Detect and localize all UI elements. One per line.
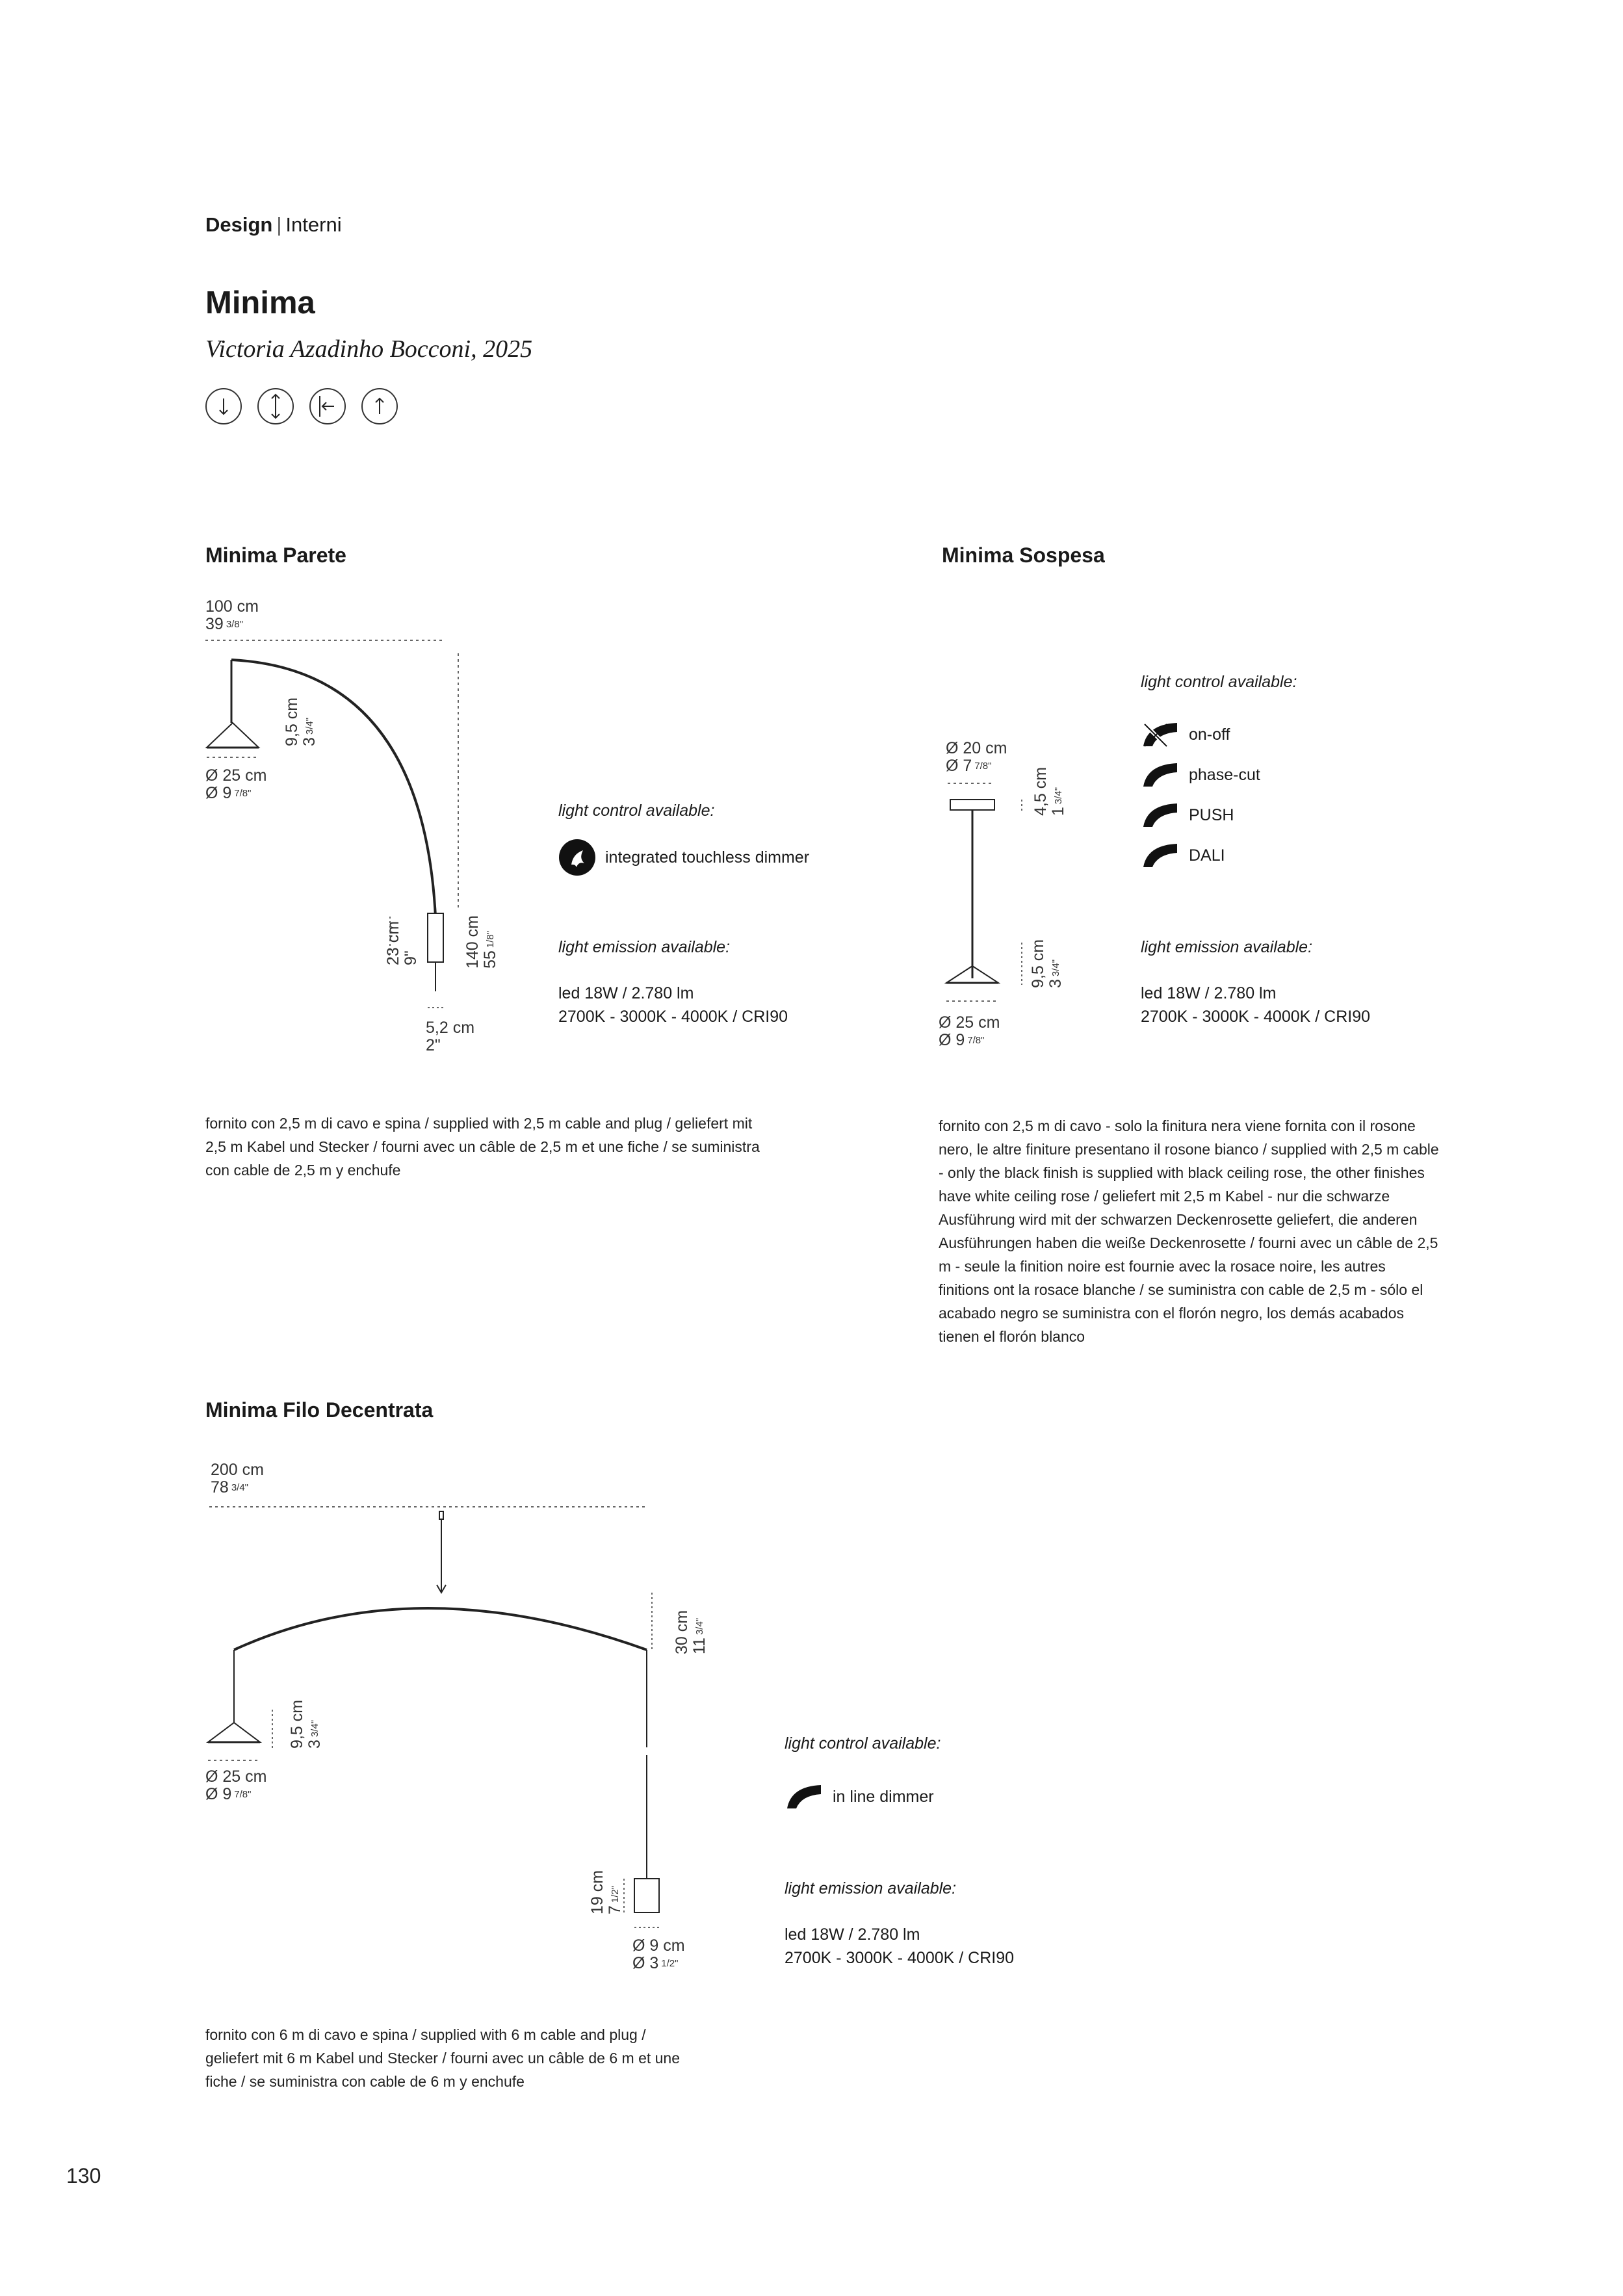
page-title: Minima bbox=[205, 285, 315, 320]
dim-cm: Ø 9 cm bbox=[632, 1937, 685, 1955]
dim-cm: Ø 20 cm bbox=[946, 739, 1007, 757]
emission-temp: 2700K - 3000K - 4000K / CRI90 bbox=[1141, 1008, 1371, 1026]
dim-frac: 3/4" bbox=[304, 717, 315, 735]
dim-in: Ø 7 bbox=[946, 757, 972, 775]
filo-note: fornito con 6 m di cavo e spina / supplied with 6 m cable and plug / geliefert mit 6 m Kabel und Stecker / fourni avec un câble de 6 m et une fiche / se suministra con cable de 6 m y enchufe bbox=[205, 2026, 681, 2090]
dim-frac: 7/8" bbox=[234, 1789, 252, 1800]
dim-frac: 7/8" bbox=[234, 788, 252, 799]
dim-cm: 9,5 cm bbox=[1029, 939, 1047, 988]
dim-in: Ø 9 bbox=[939, 1031, 965, 1049]
dim-frac: 7/8" bbox=[967, 1035, 985, 1046]
dim-in: 55 bbox=[481, 950, 499, 969]
dim-cm: 100 cm bbox=[205, 597, 259, 616]
parete-control-label: light control available: bbox=[558, 802, 715, 820]
dim-in: Ø 9 bbox=[205, 1785, 232, 1803]
dim-frac: 1/8" bbox=[485, 931, 496, 948]
dim-in: Ø 9 bbox=[205, 784, 232, 802]
dim-frac: 3/4" bbox=[1053, 787, 1064, 805]
emission-power: led 18W / 2.780 lm bbox=[1141, 984, 1277, 1002]
dim-cm: Ø 25 cm bbox=[205, 1768, 267, 1786]
filo-emission bbox=[785, 1923, 1014, 1970]
sospesa-emission-label: light emission available: bbox=[1141, 938, 1313, 956]
emission-power: led 18W / 2.780 lm bbox=[558, 984, 694, 1002]
dim-cm: Ø 25 cm bbox=[205, 766, 267, 785]
sospesa-note: fornito con 2,5 m di cavo - solo la finitura nera viene fornita con il rosone nero, le altre finiture presentano il rosone bianco / supplied with 2,5 m cable - only the black finish is supplied with black ceiling rose, the other finishes have white ceiling rose / geliefert mit 2,5 m Kabel - nur die schwarze Ausführung wird mit der schwarzen Deckenrosette geliefert, die anderen Ausführungen haben die weiße Deckenrosette / fourni avec un câble de 2,5 m - seule la finition noire est fournie avec la rosace noire, les autres finitions ont la rosace blanche / se suministra con cable de 2,5 m - sólo el acabado negro se suministra con el florón negro, los demás acabados tienen el florón blanco bbox=[939, 1117, 1439, 1345]
dim-cm: 140 cm bbox=[463, 915, 482, 969]
dim-frac: 7/8" bbox=[974, 761, 992, 772]
emission-power: led 18W / 2.780 lm bbox=[785, 1925, 920, 1944]
dim-frac: 3/8" bbox=[226, 619, 243, 630]
dim-cm: 200 cm bbox=[211, 1461, 264, 1479]
filo-base-diameter bbox=[632, 1937, 685, 1972]
dim-in: 3 bbox=[300, 737, 318, 746]
parete-note: fornito con 2,5 m di cavo e spina / supplied with 2,5 m cable and plug / geliefert mit 2,5 m Kabel und Stecker / fourni avec un câble de 2,5 m et une fiche / se suministra con cable de 2,5 m y enchufe bbox=[205, 1115, 760, 1179]
dim-cm: Ø 25 cm bbox=[939, 1013, 1000, 1032]
section-title-filo: Minima Filo Decentrata bbox=[205, 1398, 434, 1422]
dim-in: 3 bbox=[305, 1740, 324, 1749]
emission-temp: 2700K - 3000K - 4000K / CRI90 bbox=[558, 1008, 788, 1026]
dim-frac: 1/2" bbox=[610, 1885, 621, 1903]
sospesa-control-label: light control available: bbox=[1141, 673, 1297, 691]
subcategory: Interni bbox=[285, 213, 342, 236]
control-text: phase-cut bbox=[1189, 765, 1260, 784]
filo-emission-label: light emission available: bbox=[785, 1879, 957, 1898]
dim-in: 39 bbox=[205, 615, 224, 633]
dim-in: 1 bbox=[1049, 807, 1067, 816]
dim-frac: 3/4" bbox=[309, 1719, 320, 1738]
separator: | bbox=[276, 213, 282, 236]
dim-frac: 3/4" bbox=[231, 1482, 248, 1493]
dim-cm: 23 cm bbox=[384, 920, 402, 965]
dim-cm: 9,5 cm bbox=[288, 1699, 306, 1749]
dim-frac: 3/4" bbox=[1050, 959, 1061, 977]
dim-in: Ø 3 bbox=[632, 1954, 659, 1972]
dim-cm: 19 cm bbox=[588, 1870, 606, 1914]
dim-cm: 5,2 cm bbox=[426, 1019, 475, 1037]
control-text: integrated touchless dimmer bbox=[605, 848, 810, 867]
dim-cm: 4,5 cm bbox=[1032, 766, 1050, 816]
dim-in: 9" bbox=[402, 950, 420, 965]
filo-shade-diameter bbox=[205, 1768, 266, 1803]
control-text: PUSH bbox=[1189, 805, 1234, 824]
dim-cm: 9,5 cm bbox=[283, 697, 301, 746]
filo-control-item bbox=[785, 1782, 934, 1811]
control-text: on-off bbox=[1189, 725, 1230, 744]
dim-frac: 1/2" bbox=[661, 1958, 679, 1969]
dim-in: 78 bbox=[211, 1478, 229, 1496]
dim-in: 3 bbox=[1046, 979, 1065, 988]
control-text: DALI bbox=[1189, 846, 1225, 865]
section-title-parete: Minima Parete bbox=[205, 543, 346, 567]
category: Design bbox=[205, 213, 273, 236]
in-line-dimmer-icon bbox=[785, 1782, 824, 1811]
dim-frac: 3/4" bbox=[694, 1617, 705, 1636]
filo-shade-height bbox=[289, 1700, 324, 1749]
designer: Victoria Azadinho Bocconi, 2025 bbox=[205, 335, 533, 363]
filo-control-label: light control available: bbox=[785, 1734, 941, 1753]
section-title-sospesa: Minima Sospesa bbox=[942, 543, 1105, 567]
dim-in: 2" bbox=[426, 1036, 441, 1054]
page-number: 130 bbox=[66, 2164, 101, 2187]
emission-temp: 2700K - 3000K - 4000K / CRI90 bbox=[785, 1949, 1015, 1967]
parete-emission-label: light emission available: bbox=[558, 938, 731, 956]
dim-cm: 30 cm bbox=[673, 1610, 691, 1654]
filo-base-height bbox=[589, 1870, 624, 1914]
dim-in: 11 bbox=[690, 1637, 708, 1654]
dim-in: 7 bbox=[606, 1905, 624, 1914]
filo-arc-height bbox=[673, 1610, 708, 1654]
control-text: in line dimmer bbox=[833, 1787, 934, 1806]
